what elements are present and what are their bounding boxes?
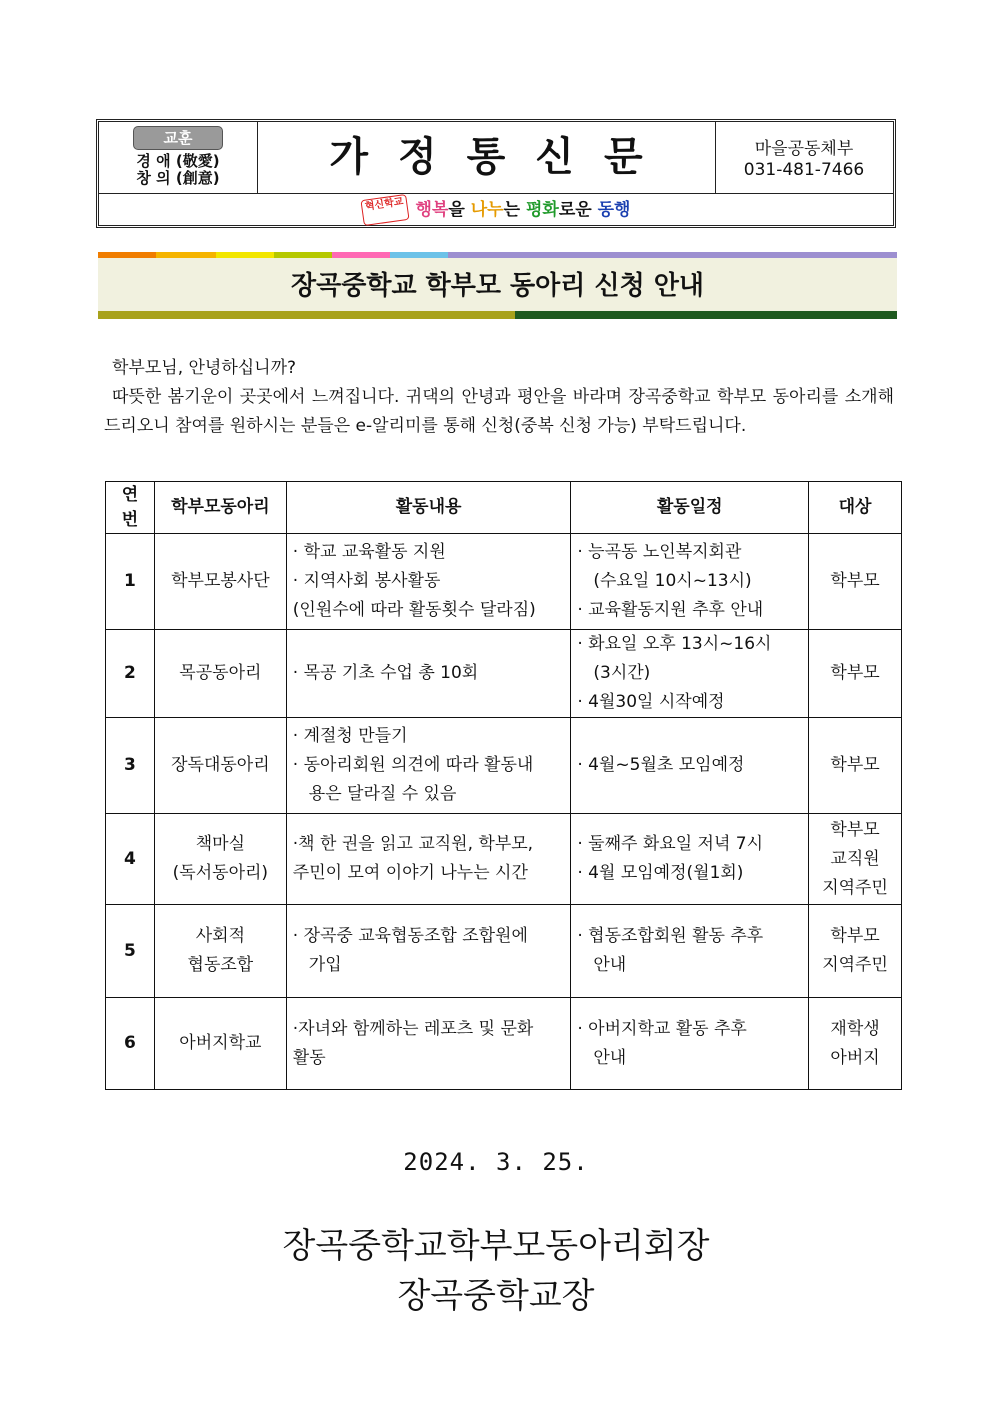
column-header-club: 학부모동아리 <box>154 482 286 534</box>
row-number: 1 <box>106 534 155 630</box>
table-row <box>106 534 902 630</box>
slogan-particle-1: 을 <box>448 200 471 220</box>
table-row <box>106 718 902 814</box>
target-audience: 학부모 <box>809 534 902 630</box>
table-row <box>106 998 902 1090</box>
club-name: 목공동아리 <box>154 630 286 718</box>
row-number: 5 <box>106 905 155 998</box>
activity-content: · 목공 기초 수업 총 10회 <box>286 630 571 718</box>
banner-bottom-stripe-left <box>98 311 515 319</box>
target-audience: 학부모 교직원 지역주민 <box>809 814 902 905</box>
greeting: 학부모님, 안녕하십니까? <box>112 358 297 378</box>
newsletter-header <box>96 119 896 228</box>
phone-number: 031-481-7466 <box>743 160 865 180</box>
newsletter-title: 가정통신문 <box>257 122 716 193</box>
row-number: 4 <box>106 814 155 905</box>
activity-schedule: · 능곡동 노인복지회관 (수요일 10시~13시) · 교육활동지원 추후 안내 <box>571 534 809 630</box>
club-name: 학부모봉사단 <box>154 534 286 630</box>
activity-schedule: · 아버지학교 활동 추후 안내 <box>571 998 809 1090</box>
table-row <box>106 630 902 718</box>
motto-line-2: 창 의 (創意) <box>136 169 220 187</box>
activity-schedule: · 둘째주 화요일 저녁 7시 · 4월 모임예정(월1회) <box>571 814 809 905</box>
row-number: 6 <box>106 998 155 1090</box>
target-audience: 학부모 지역주민 <box>809 905 902 998</box>
motto-line-1: 경 애 (敬愛) <box>136 152 220 170</box>
club-table <box>105 481 902 1090</box>
club-name: 장독대동아리 <box>154 718 286 814</box>
activity-schedule: · 화요일 오후 13시~16시 (3시간) · 4월30일 시작예정 <box>571 630 809 718</box>
club-name: 책마실 (독서동아리) <box>154 814 286 905</box>
activity-content: · 계절청 만들기 · 동아리회원 의견에 따라 활동내 용은 달라질 수 있음 <box>286 718 571 814</box>
table-row <box>106 814 902 905</box>
slogan-word-happiness: 행복 <box>415 200 449 220</box>
header-top-row <box>99 122 893 194</box>
column-header-target: 대상 <box>809 482 902 534</box>
signature-principal: 장곡중학교장 <box>397 1276 595 1316</box>
target-audience: 학부모 <box>809 630 902 718</box>
motto-badge: 교훈 <box>133 126 223 150</box>
activity-content: ·책 한 권을 읽고 교직원, 학부모, 주민이 모여 이야기 나누는 시간 <box>286 814 571 905</box>
target-audience: 학부모 <box>809 718 902 814</box>
slogan-word-peace: 평화 <box>525 200 559 220</box>
slogan-particle-2: 는 <box>503 200 526 220</box>
contact-info <box>715 122 893 193</box>
intro-text <box>104 354 894 441</box>
slogan-particle-3: 로운 <box>558 200 598 220</box>
slogan-word-companion: 동행 <box>597 200 631 220</box>
row-number: 3 <box>106 718 155 814</box>
issue-date: 2024. 3. 25. <box>403 1148 589 1176</box>
slogan-word-share: 나누 <box>470 200 504 220</box>
school-motto <box>99 122 258 193</box>
banner-bottom-stripe-right <box>515 311 897 319</box>
column-header-activity: 활동내용 <box>286 482 571 534</box>
activity-schedule: · 협동조합회원 활동 추후 안내 <box>571 905 809 998</box>
innovation-school-badge: 혁신학교 <box>360 194 409 226</box>
signature-club-president: 장곡중학교학부모동아리회장 <box>282 1226 710 1266</box>
target-audience: 재학생 아버지 <box>809 998 902 1090</box>
column-header-schedule: 활동일정 <box>571 482 809 534</box>
activity-content: · 장곡중 교육협동조합 조합원에 가입 <box>286 905 571 998</box>
activity-content: ·자녀와 함께하는 레포츠 및 문화 활동 <box>286 998 571 1090</box>
activity-schedule: · 4월~5월초 모임예정 <box>571 718 809 814</box>
department-name: 마을공동체부 <box>754 139 854 159</box>
notice-title-banner: 장곡중학교 학부모 동아리 신청 안내 <box>98 258 897 311</box>
club-name: 사회적 협동조합 <box>154 905 286 998</box>
table-row <box>106 905 902 998</box>
table-header-row <box>106 482 902 534</box>
club-name: 아버지학교 <box>154 998 286 1090</box>
intro-body: 따뜻한 봄기운이 곳곳에서 느껴집니다. 귀댁의 안녕과 평안을 바라며 장곡중학교 학부모 동아리를 소개해드리오니 참여를 원하시는 분들은 e-알리미를 통해 신청(중복 신청 가능) 부탁드립니다. <box>104 387 894 436</box>
column-header-number: 연번 <box>106 482 155 534</box>
activity-content: · 학교 교육활동 지원 · 지역사회 봉사활동 (인원수에 따라 활동횟수 달라짐) <box>286 534 571 630</box>
slogan <box>99 194 893 226</box>
row-number: 2 <box>106 630 155 718</box>
